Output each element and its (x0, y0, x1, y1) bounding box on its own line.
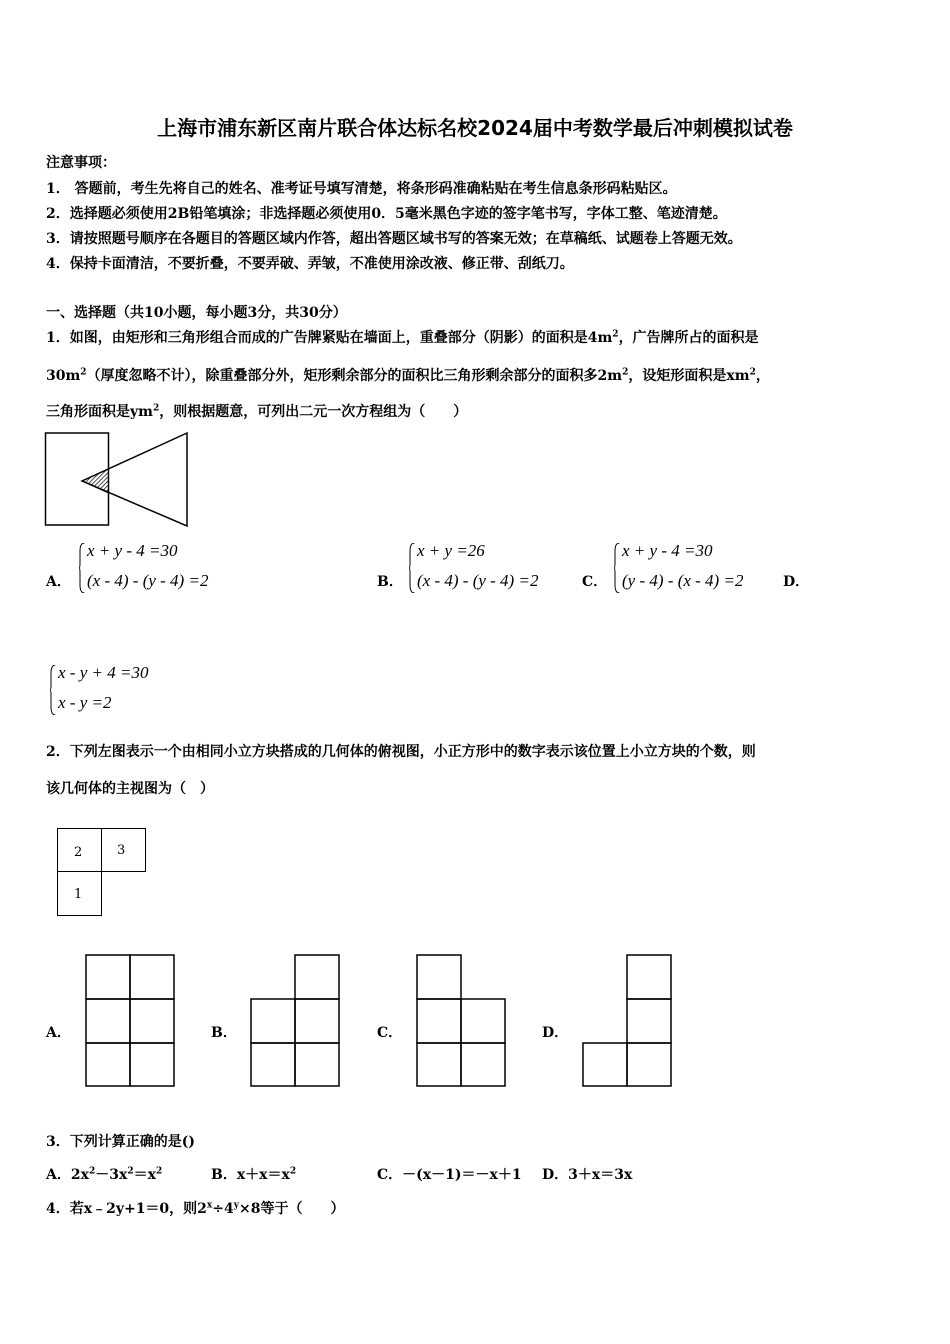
q1-option-c-label[interactable]: C． (582, 574, 608, 590)
q2-option-b-label[interactable]: B． (211, 1025, 237, 1041)
q1-c-eq1: x + y - 4 =30 (622, 541, 713, 560)
page-title: 上海市浦东新区南片联合体达标名校2024届中考数学最后冲刺模拟试卷 (157, 116, 793, 140)
note-item-3: 3．请按照题号顺序在各题目的答题区域内作答，超出答题区域书写的答案无效；在草稿纸、试题卷上答题无效。 (46, 231, 742, 247)
q2-line-1: 2．下列左图表示一个由相同小立方块搭成的几何体的俯视图，小正方形中的数字表示该位置上小立方块的个数，则 (46, 744, 756, 760)
top-view-number: 1 (74, 887, 83, 902)
q2-option-d-figure[interactable] (582, 954, 674, 1088)
billboard-figure (44, 430, 192, 530)
q1-option-a-label[interactable]: A． (46, 574, 71, 590)
note-item-1: 1． 答题前，考生先将自己的姓名、准考证号填写清楚，将条形码准确粘贴在考生信息条形码粘贴区。 (46, 181, 677, 197)
q2-line-2: 该几何体的主视图为（ ） (46, 781, 214, 797)
q1-option-c-equations[interactable] (614, 541, 784, 599)
q1-line-1: 1．如图，由矩形和三角形组合而成的广告牌紧贴在墙面上，重叠部分（阴影）的面积是$4m^2$，广告牌所占的面积是 (46, 329, 759, 346)
q3-option-a[interactable]: A．$2x^2-3x^2=x^2$ (46, 1166, 163, 1183)
q3-stem: 3．下列计算正确的是() (46, 1134, 195, 1150)
q4-stem: 4．若x﹣2y+1＝0，则$2^x\div 4^y\times 8$等于（ ） (46, 1200, 345, 1217)
q1-option-b-equations[interactable] (409, 541, 579, 599)
q1-option-a-equations[interactable] (79, 541, 249, 599)
section-heading: 一、选择题（共10小题，每小题3分，共30分） (46, 305, 347, 321)
q1-a-eq1: x + y - 4 =30 (87, 541, 178, 560)
q2-option-d-label[interactable]: D． (542, 1025, 569, 1041)
brace-icon (79, 543, 85, 593)
brace-icon (50, 665, 56, 715)
q2-option-c-figure[interactable] (416, 954, 508, 1088)
q1-a-eq2: (x - 4) - (y - 4) =2 (87, 571, 209, 590)
q1-option-d-label[interactable]: D． (783, 574, 810, 590)
q3-option-d[interactable]: D．3＋x＝3x (542, 1167, 633, 1183)
q1-d-eq1: x - y + 4 =30 (58, 663, 149, 682)
q1-option-d-equations[interactable] (50, 663, 220, 721)
note-item-4: 4．保持卡面清洁，不要折叠，不要弄破、弄皱，不准使用涂改液、修正带、刮纸刀。 (46, 256, 574, 272)
q1-b-eq2: (x - 4) - (y - 4) =2 (417, 571, 539, 590)
brace-icon (614, 543, 620, 593)
q1-line-3: 三角形面积是$ym^2$，则根据题意，可列出二元一次方程组为（ ） (46, 403, 468, 420)
q3-option-c[interactable]: C．－(x－1)＝－x＋1 (377, 1167, 522, 1183)
q2-option-a-figure[interactable] (85, 954, 177, 1088)
q2-option-b-figure[interactable] (250, 954, 342, 1088)
q1-option-b-label[interactable]: B． (377, 574, 403, 590)
q1-c-eq2: (y - 4) - (x - 4) =2 (622, 571, 744, 590)
top-view-number: 3 (117, 843, 126, 858)
brace-icon (409, 543, 415, 593)
q1-b-eq1: x + y =26 (417, 541, 485, 560)
note-item-2: 2．选择题必须使用2B铅笔填涂；非选择题必须使用0．5毫米黑色字迹的签字笔书写，字体工整、笔迹清楚。 (46, 206, 727, 222)
q2-option-a-label[interactable]: A． (46, 1025, 71, 1041)
notes-heading: 注意事项： (46, 155, 116, 171)
overlap-shaded-region (82, 469, 109, 493)
q1-line-2: $30m^2$（厚度忽略不计），除重叠部分外，矩形剩余部分的面积比三角形剩余部分的面积多$2m^2$，设矩形面积是$xm^2$， (46, 367, 770, 384)
q3-option-b[interactable]: B．$x+x=x^2$ (211, 1166, 297, 1183)
q1-d-eq2: x - y =2 (58, 693, 112, 712)
q2-option-c-label[interactable]: C． (377, 1025, 403, 1041)
top-view-number: 2 (74, 845, 83, 860)
